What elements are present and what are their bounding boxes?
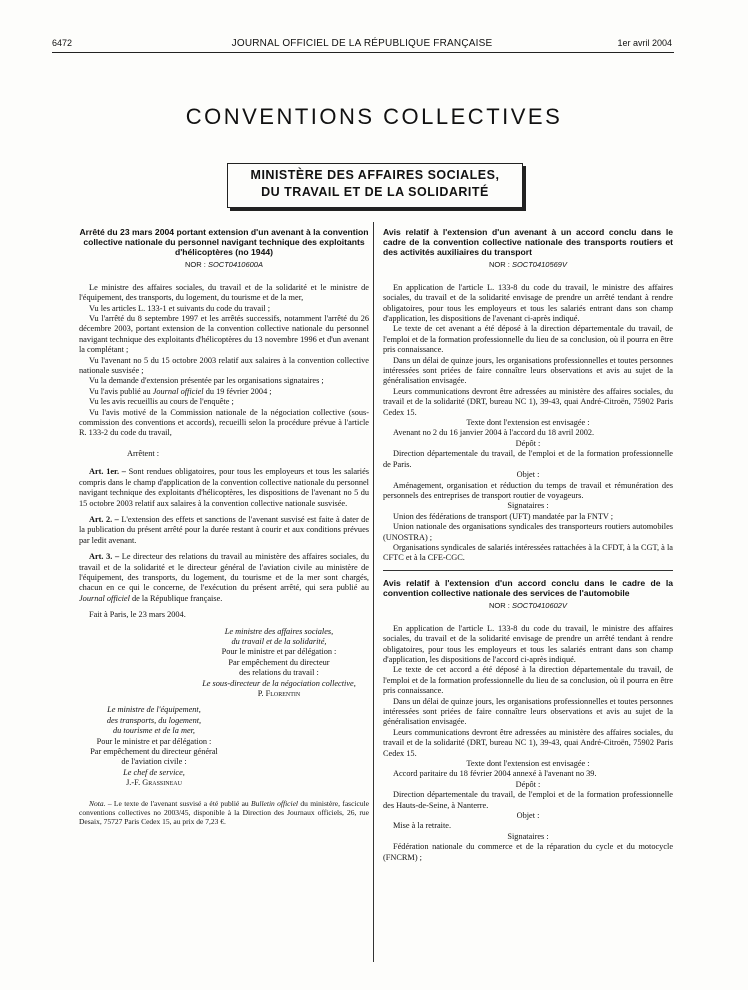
signature-block-1: Le ministre des affaires sociales, du travail et de la solidarité, Pour le ministre et par délégation : Par empêchement du directeur des relations du travail : Le sous-directeur de la négociation collective, P. Florentin (202, 626, 356, 699)
article-3: Art. 3. – Le directeur des relations du travail au ministère des affaires sociales, du travail et de la solidarité et le directeur général de l'aviation civile au ministère de l'équipement, des transports, du logement, du tourisme et de la mer sont chargés, chacun en ce qui le concerne, de l'exécution du présent arrêté, qui sera publié au Journal officiel de la République française. (79, 552, 370, 603)
paragraph: Fédération nationale du commerce et de la réparation du cycle et du motocycle (FNCRM) ; (383, 842, 673, 862)
nor-reference: NOR : SOCT0410569V (489, 260, 567, 270)
paragraph: Union des fédérations de transport (UFT) mandatée par la FNTV ; (393, 511, 614, 521)
section-rule (383, 570, 673, 571)
paragraph: Accord paritaire du 18 février 2004 annexé à l'avenant no 39. (393, 769, 597, 779)
paragraph: Dans un délai de quinze jours, les organisations professionnelles et toutes personnes intéressées sont priées de faire connaître leurs observations et avis au sujet de la généralisation envisagée. (383, 355, 673, 386)
paragraph: Avenant no 2 du 16 janvier 2004 à l'accord du 18 avril 2002. (393, 428, 595, 438)
texte-label: Texte dont l'extension est envisagée : (466, 418, 590, 428)
paragraph: Le ministre des affaires sociales, du travail et de la solidarité et le ministre de l'équipement, des transports, du logement, du tourisme et de la mer, (79, 282, 369, 303)
paragraph: Vu les avis recueillis au cours de l'enquête ; (89, 397, 234, 407)
signataires-label: Signataires : (507, 501, 549, 511)
arretent: Arrêtent : (127, 448, 160, 458)
paragraph: Direction départementale du travail, de l'emploi et de la formation professionnelle de Paris. (383, 449, 673, 469)
ministry-box (227, 163, 523, 208)
paragraph: Vu la demande d'extension présentée par les organisations signataires ; (89, 376, 324, 386)
nor-reference: NOR : SOCT0410600A (185, 260, 263, 270)
signature-block-2: Le ministre de l'équipement, des transports, du logement, du tourisme et de la mer, Pour le ministre et par délégation : Par empêchement du directeur général de l'aviation civile : Le chef de service, J.-F. Grassineau (90, 705, 218, 788)
objet-label: Objet : (516, 470, 540, 480)
depot-label: Dépôt : (515, 438, 541, 448)
paragraph: Vu l'avenant no 5 du 15 octobre 2003 relatif aux salaires à la convention collective nationale susvisée ; (79, 355, 369, 376)
article-2: Art. 2. – L'extension des effets et sanctions de l'avenant susvisé est faite à dater de la publication du présent arrêté pour la durée restant à courir et aux conditions prévues par ledit avenant. (79, 514, 370, 545)
objet-label: Objet : (516, 811, 540, 821)
paragraph: Vu l'arrêté du 8 septembre 1997 et les arrêtés successifs, notamment l'arrêté du 26 décembre 2003, portant extension de la convention collective nationale du personnel navigant technique des exploitants d'hélicoptères du 13 novembre 1996 et d'un avenant la complétant ; (79, 314, 369, 355)
paragraph: Direction départementale du travail, de l'emploi et de la formation professionnelle des Hauts-de-Seine, à Nanterre. (383, 790, 673, 810)
avis-1-title: Avis relatif à l'extension d'un avenant à un accord conclu dans le cadre de la convention collective nationale des transports routiers et des activités auxiliaires du transport (383, 227, 673, 257)
paragraph: Organisations syndicales de salariés intéressées rattachées à la CFDT, à la CGT, à la CFTC et à la CFE-CGC. (383, 542, 673, 563)
left-column (79, 228, 369, 826)
depot-label: Dépôt : (515, 779, 541, 789)
issue-date: 1er avril 2004 (617, 38, 672, 48)
arrete-title: Arrêté du 23 mars 2004 portant extension d'un avenant à la convention collective nationale du personnel navigant technique des exploitants d'hélicoptères (no 1944) (79, 227, 369, 257)
paragraph: Vu les articles L. 133-1 et suivants du code du travail ; (89, 303, 271, 313)
paragraph: Le texte de cet accord a été déposé à la direction départementale du travail, de l'emploi et de la formation professionnelle du lieu de sa conclusion, où il pourra en être pris connaissance. (383, 665, 673, 696)
page-number: 6472 (52, 38, 73, 48)
ministry-line-2: DU TRAVAIL ET DE LA SOLIDARITÉ (261, 185, 489, 199)
section-title: CONVENTIONS COLLECTIVES (185, 104, 563, 129)
paragraph: Leurs communications devront être adressées au ministère des affaires sociales, du travail et de la solidarité (DRT, bureau NC 1), 39-43, quai André-Citroën, 75902 Paris Cedex 15. (383, 386, 673, 417)
header-rule (52, 52, 674, 53)
paragraph: En application de l'article L. 133-8 du code du travail, le ministre des affaires sociales, du travail et de la solidarité envisage de prendre un arrêté tendant à rendre obligatoires, pour tous les employeurs et tous les salariés entrant dans son champ d'application, les dispositions de l'avenant ci-après indiqué. (383, 282, 673, 324)
paragraph: Mise à la retraite. (393, 821, 452, 831)
paragraph: Aménagement, organisation et réduction du temps de travail et rémunération des personnels des entreprises de transport routier de voyageurs. (383, 480, 673, 500)
paragraph: Union nationale des organisations syndicales des transporteurs routiers automobiles (UNOSTRA) ; (383, 522, 673, 542)
signataires-label: Signataires : (507, 831, 549, 841)
paragraph: Dans un délai de quinze jours, les organisations professionnelles et toutes personnes intéressées sont priées de faire connaître leurs observations et avis au sujet de la généralisation envisagée. (383, 696, 673, 727)
article-1: Art. 1er. – Sont rendues obligatoires, pour tous les employeurs et tous les salariés compris dans le champ d'application de la convention collective nationale du personnel navigant technique des exploitants d'hélicoptères, les dispositions de l'avenant no 5 du 15 octobre 2003 relatif aux salaires à la convention collective nationale susvisée. (79, 467, 370, 508)
nor-reference: NOR : SOCT0410602V (489, 601, 567, 611)
paragraph: En application de l'article L. 133-8 du code du travail, le ministre des affaires sociales, du travail et de la solidarité envisage de prendre un arrêté tendant à rendre obligatoires, pour tous les employeurs et tous les salariés entrant dans son champ d'application, les dispositions de l'accord ci-après indiqué. (383, 623, 673, 664)
paragraph: Leurs communications devront être adressées au ministère des affaires sociales, du travail et de la solidarité (DRT, bureau NC 1), 39-43, quai André-Citroën, 75902 Paris Cedex 15. (383, 727, 673, 758)
signature-date: Fait à Paris, le 23 mars 2004. (89, 610, 186, 620)
paragraph: Vu l'avis motivé de la Commission nationale de la négociation collective (sous-commission des conventions et accords), recueilli selon la procédure prévue à l'article R. 133-2 du code du travail, (79, 407, 369, 438)
nota: Nota. – Le texte de l'avenant susvisé a été publié au Bulletin officiel du ministère, fascicule conventions collectives no 2003/45, disponible à la Direction des Journaux officiels, 26, rue Desaix, 75727 Paris Cedex 15, au prix de 7,23 €. (79, 798, 369, 826)
avis-2-title: Avis relatif à l'extension d'un accord conclu dans le cadre de la convention collective nationale des services de l'automobile (383, 577, 673, 598)
right-column (383, 228, 673, 863)
journal-title: JOURNAL OFFICIEL DE LA RÉPUBLIQUE FRANÇAISE (231, 38, 493, 49)
column-divider (373, 222, 374, 962)
page-header (52, 38, 672, 52)
paragraph: Vu l'avis publié au Journal officiel du 19 février 2004 ; (89, 386, 272, 396)
texte-label: Texte dont l'extension est envisagée : (466, 759, 590, 769)
paragraph: Le texte de cet avenant a été déposé à la direction départementale du travail, de l'emploi et de la formation professionnelle du lieu de sa conclusion, où il pourra en être pris connaissance. (383, 324, 673, 355)
ministry-line-1: MINISTÈRE DES AFFAIRES SOCIALES, (250, 168, 500, 182)
